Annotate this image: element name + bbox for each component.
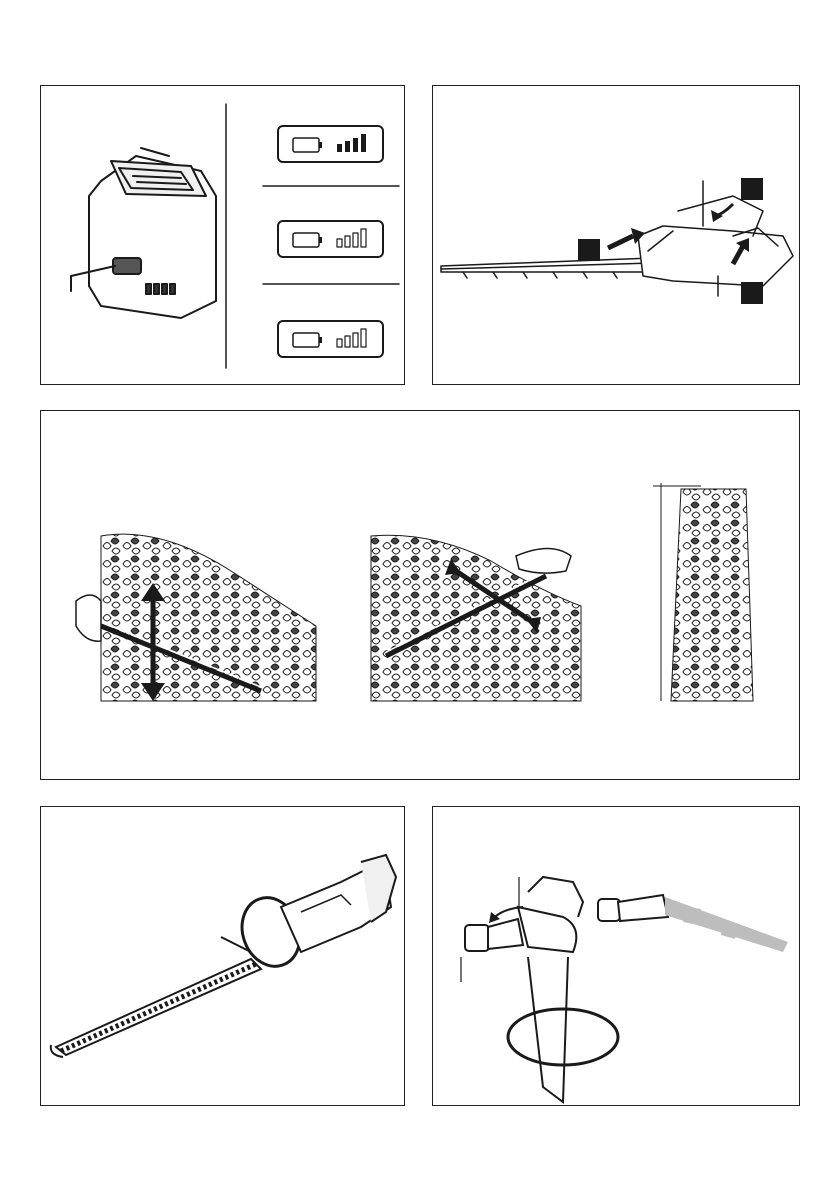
hedge-trimmer-icon [51, 855, 396, 1057]
battery-medium-icon [278, 221, 383, 257]
battery-low-icon [278, 321, 383, 357]
hedge-icon [76, 534, 316, 701]
battery-indicator-panel [40, 85, 405, 385]
handle-rotation-panel [432, 806, 800, 1106]
cutting-technique-panel [40, 410, 800, 780]
battery-pack-icon [71, 148, 216, 318]
hedge-icon [653, 483, 753, 701]
battery-full-icon [278, 126, 383, 162]
hedge-icon [371, 535, 581, 701]
handle-icon [461, 877, 618, 1102]
handle-icon [598, 895, 788, 952]
switch-operation-panel [432, 85, 800, 385]
hedge-trimmer-icon [441, 181, 793, 296]
tool-overview-panel [40, 806, 405, 1106]
